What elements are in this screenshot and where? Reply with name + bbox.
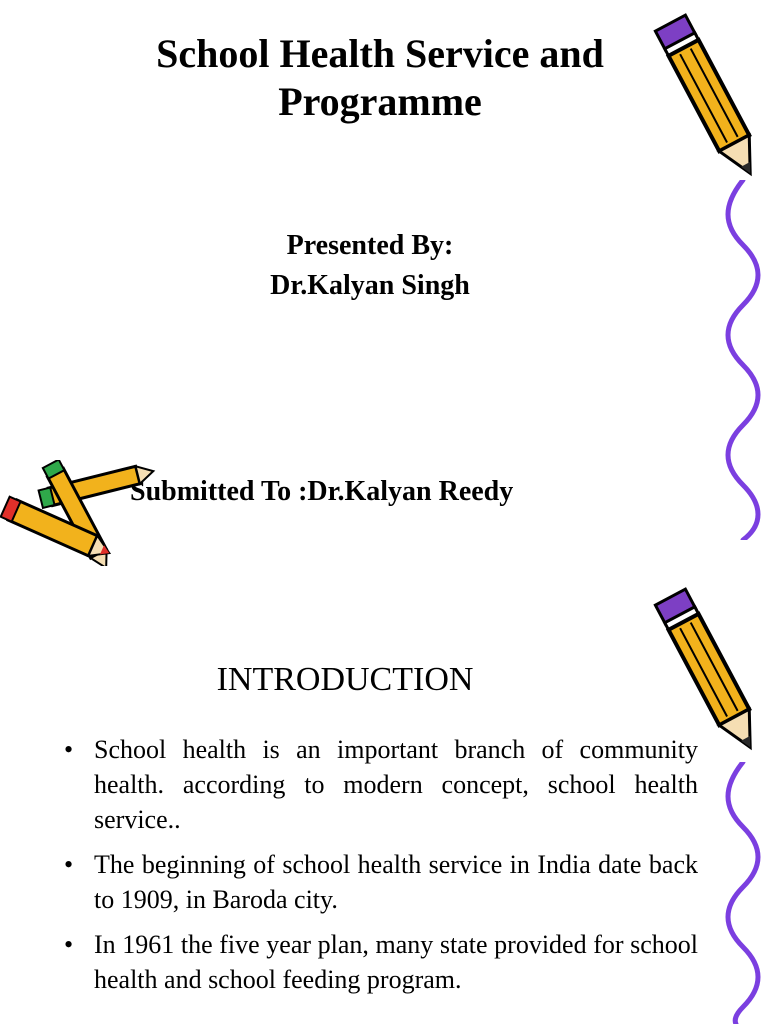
slide-title: School Health Service and Programme [156, 31, 604, 124]
bullet-text: The beginning of school health service in India date back to 1909, in Baroda city. [94, 850, 698, 914]
bullet-text: School health is an important branch of community health. according to modern concept, school health service.. [94, 735, 698, 834]
wavy-line [718, 762, 768, 1024]
crossed-pencils-icon [0, 460, 160, 566]
presented-by-label: Presented By: [286, 230, 454, 261]
introduction-slide [0, 566, 768, 1024]
list-item [56, 847, 698, 917]
pencil-icon [640, 574, 768, 764]
wavy-line [718, 180, 768, 540]
bullet-text: In 1961 the five year plan, many state provided for school health and school feeding program. [94, 930, 698, 994]
pencil-icon [640, 0, 768, 190]
list-item [56, 927, 698, 997]
bullet-marker: • [64, 930, 74, 959]
bullet-list [56, 732, 698, 1007]
list-item [56, 732, 698, 837]
submitted-to-text: Submitted To :Dr.Kalyan Reedy [130, 476, 514, 507]
presenter-block [150, 226, 590, 306]
section-heading: INTRODUCTION [216, 661, 474, 699]
bullet-marker: • [64, 735, 74, 764]
presenter-name: Dr.Kalyan Singh [270, 270, 470, 301]
bullet-marker: • [64, 850, 74, 879]
